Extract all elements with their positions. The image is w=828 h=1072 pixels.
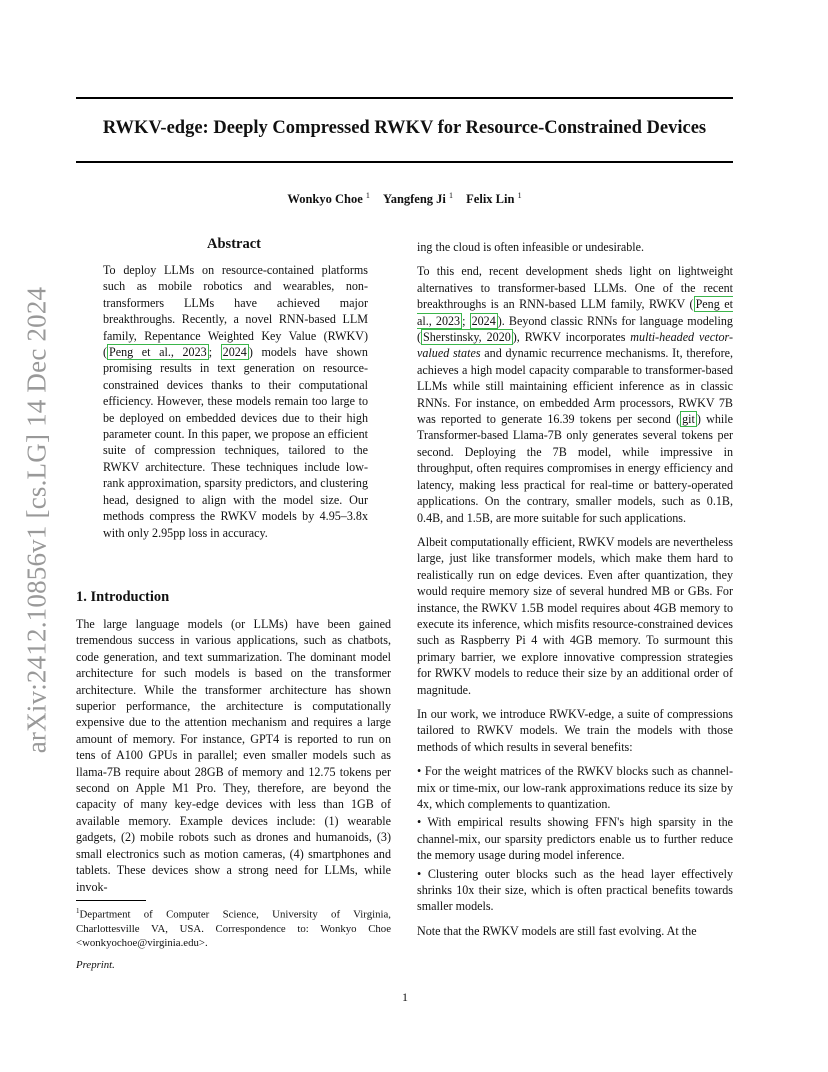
- intro-body: [76, 616, 391, 903]
- citation-link[interactable]: 2024: [222, 345, 247, 360]
- preprint-label: Preprint.: [76, 959, 115, 971]
- paper-title: RWKV-edge: Deeply Compressed RWKV for Resource-Constrained Devices: [102, 118, 707, 138]
- citation-link[interactable]: 2024: [471, 313, 496, 328]
- bullet-item: • With empirical results showing FFN's high sparsity in the channel-mix, our sparsity predictors enable us to further reduce the memory usage during model inference.: [417, 815, 733, 863]
- paragraph: Albeit computationally efficient, RWKV models are nevertheless large, just like transformer models, which make them hard to realistically run on edge devices. Even after quantization, they would require memory size of several hundred MB or GBs. For instance, the RWKV 1.5B model requires about 4GB memory to execute its inference, which misfits resource-constrained devices such as Raspberry Pi 4 with 4GB memory. To surmount this primary barrier, we explore innovative compression strategies for RWKV models to reduce their size by an additional order of magnitude.: [417, 534, 733, 697]
- abstract-heading: Abstract: [207, 236, 261, 252]
- author: Yangfeng Ji $^1$: [383, 191, 454, 207]
- paragraph: The large language models (or LLMs) have been gained tremendous success in various applications, such as chatbots, code generation, and text summarization. The dominant model architecture for such models is based on the transformer architecture. While the transformer architecture has shown superior performance, the architecture is computationally expensive due to the attention mechanism and requires a large amount of memory. For instance, GPT4 is reported to run on tens of A100 GPUs in parallel; even smaller models such as llama-7B require about 28GB of memory and 12.75 tokens per second on Apple M1 Pro. They, therefore, are beyond the capacity of many key-edge devices with less than 1GB of available memory. Example devices include: (1) wearable gadgets, (2) mobile robots such as drones and humanoids, (3) small electronics such as motion cameras, (4) smartphones and tablets. These devices show a strong need for LLMs, while invok-: [76, 617, 391, 894]
- section-heading-introduction: 1. Introduction: [76, 589, 170, 605]
- bullet-item: • For the weight matrices of the RWKV blocks such as channel-mix or time-mix, our low-rank approximations reduce its size by 4x, which complements to quantization.: [417, 764, 733, 811]
- footnote-rule: [76, 900, 146, 901]
- title-bottom-rule: [76, 161, 733, 163]
- bullet-item: • Clustering outer blocks such as the head layer effectively shrinks 10x their size, which is often practical benefits towards smaller models.: [417, 866, 733, 914]
- top-rule: [76, 97, 733, 99]
- git-link[interactable]: git: [682, 412, 695, 427]
- author: Felix Lin $^1$: [466, 191, 522, 207]
- citation-link[interactable]: Peng et al., 2023: [109, 345, 207, 360]
- right-column: [417, 239, 733, 947]
- abstract-body: To deploy LLMs on resource-contained platforms such as mobile robotics and wearables, non-transformers LLMs have achieved major breakthroughs. Recently, a novel RNN-based LLM family, Repentance Weighted Key Value (RWKV) ( Peng et al., 2023 ; 2024 ) models have shown promising results in text generation on resource-constrained devices thanks to their computational efficiency. However, these models remain too large to be deployed on embedded devices due to their high parameter count. In this paper, we propose an efficient suite of compression techniques, tailored to the RWKV architecture. These techniques include low-rank approximation, sparsity predictors, and clustering head, designed to align with the model size. Our methods compress the RWKV models by 4.95–3.8x with only 2.95pp loss in accuracy.: [103, 263, 368, 540]
- page-number: 1: [402, 990, 408, 1004]
- author: Wonkyo Choe $^1$: [287, 191, 370, 207]
- affiliation-footnote: $^1$Department of Computer Science, University of Virginia, Charlottesville VA, USA. Correspondence to: Wonkyo Choe <wonkyochoe@virginia.edu>.: [76, 907, 391, 949]
- arxiv-identifier: arXiv:2412.10856v1 [cs.LG] 14 Dec 2024: [21, 286, 52, 754]
- author-list: [76, 191, 733, 207]
- paragraph: ing the cloud is often infeasible or undesirable.: [417, 240, 645, 254]
- paragraph: To this end, recent development sheds light on lightweight alternatives to transformer-based LLMs. One of the recent breakthroughs is an RNN-based LLM family, RWKV ( Peng et al., 2023 ; 2024 ). Beyond classic RNNs for language modeling ( Sherstinsky, 2020 ), RWKV incorporates multi-headed vector-valued states and dynamic recurrence mechanisms. It, therefore, achieves a high model capacity comparable to transformer-based LLMs while still maintaining efficient inference as in classic RNNs. For instance, on embedded Arm processors, RWKV 7B was reported to generate 16.39 tokens per second ( git ) while Transformer-based Llama-7B only generates several tokens per second. Deploying the 7B model, while impressive in throughput, often requires compromises in energy efficiency and latency, making less practical for real-time or battery-operated applications. On the contrary, smaller models, such as 0.1B, 0.4B, and 1.5B, are more suitable for such applications.: [417, 264, 734, 525]
- paragraph: Note that the RWKV models are still fast evolving. At the: [417, 923, 697, 938]
- citation-link[interactable]: Sherstinsky, 2020: [423, 330, 511, 345]
- citation-link[interactable]: Peng et al., 2023: [417, 297, 733, 328]
- paragraph: In our work, we introduce RWKV-edge, a suite of compressions tailored to RWKV models. We train the models with those methods of which results in several benefits:: [417, 706, 733, 754]
